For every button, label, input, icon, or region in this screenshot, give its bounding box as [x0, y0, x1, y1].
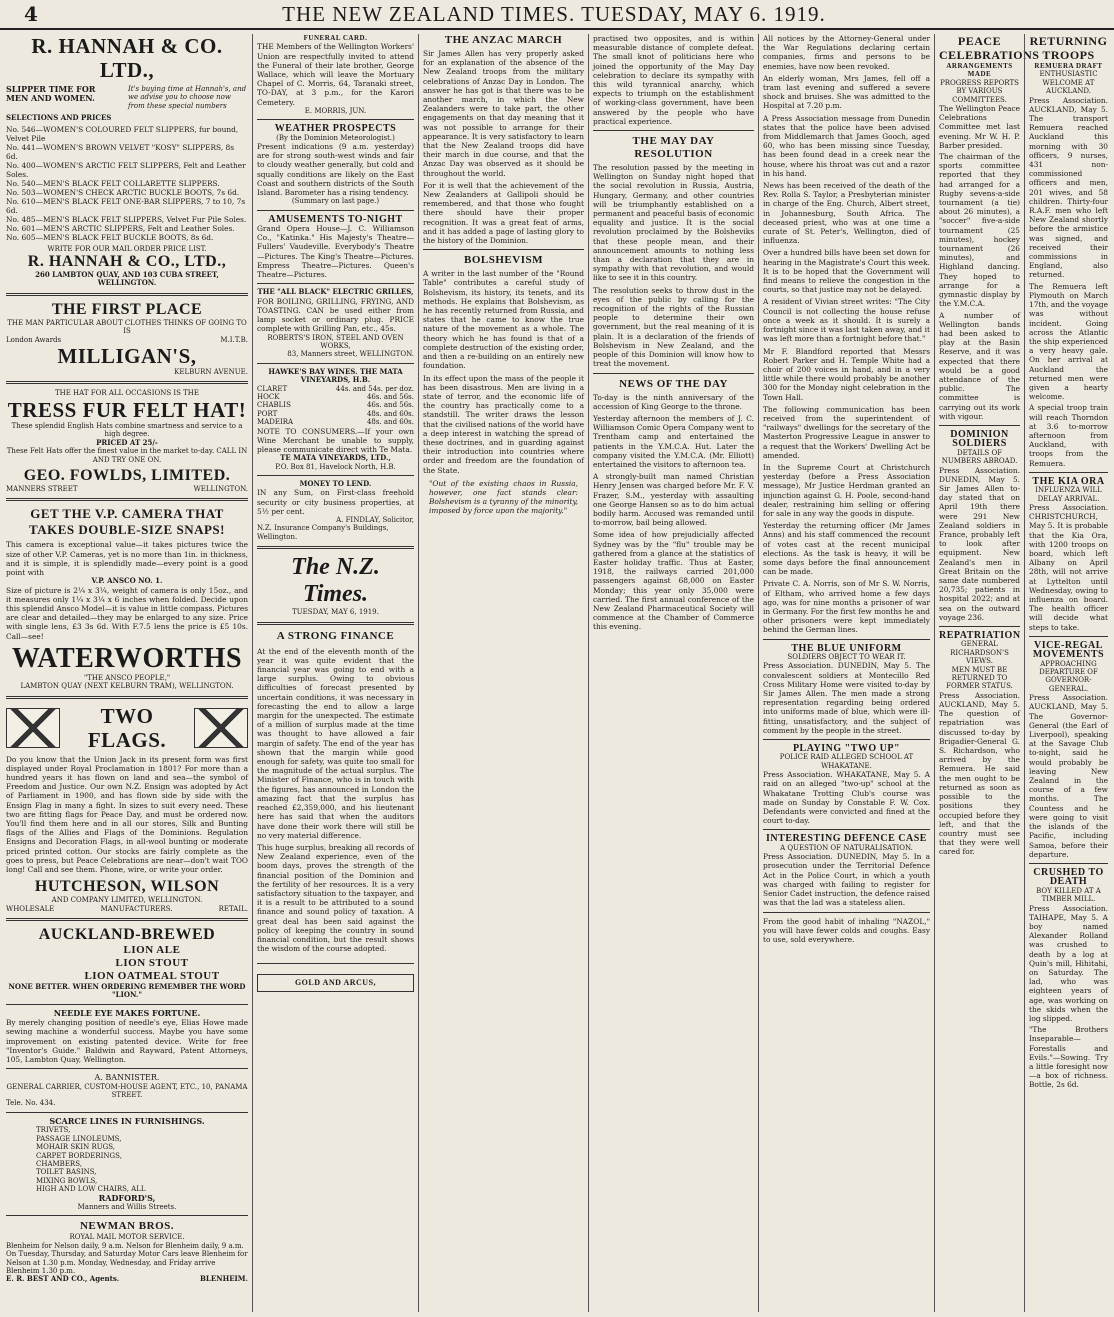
bannister-name: A. BANNISTER. [94, 1073, 160, 1083]
wine-list [257, 385, 414, 427]
allblack-body: FOR BOILING, GRILLING, FRYING, AND TOASTING. CAN be used either from lamp socket or ordinary plug. PRICE complete with Grilling Pan, etc., 45s. [257, 296, 414, 334]
hutcheson-left: WHOLESALE [6, 904, 55, 913]
kia-ora-body: Press Association. CHRISTCHURCH, May 5. It is probable that the Kia Ora, with 1200 troops on board, which left Albany on April 28th, will not arrive at Lyttelton until Wednesday, owing to influenza on board. The health officer will decide what steps to take. [1029, 502, 1108, 632]
col5-item-6: A resident of Vivian street writes: "The City Council is not collecting the house refuse once a week as it should. It is surely a fortnight since it was last taken away, and it was left more than a fortnight before that." [763, 297, 930, 344]
fowlds-name: GEO. FOWLDS, LIMITED. [23, 466, 231, 484]
article-anzac-heading: THE ANZAC MARCH [444, 34, 563, 46]
vice-regal-body: Press Association. AUCKLAND, May 5. The Governor-General (the Earl of Liverpool), speaking at the Savage Club to-night, said he would probably be leaving New Zealand in the course of a few months. The Countess and he were going to visit the islands of the Pacific, including Samoa, before their departure. [1029, 693, 1108, 859]
news-item-1: To-day is the ninth anniversary of the accession of King George to the throne. [593, 392, 754, 411]
news-item-4: Some idea of how prejudicially affected Sydney was by the "flu" trouble may be gathered from a glance at the statistics of Easter holiday traffic. Thus at Easter, 1918, the railways carried 201,000 passengers against 68,000 on Easter Monday; this year only 35,000 were carried. The first annual conference of the New Zealand Pharmaceutical Society will commence at the Chamber of Commerce this evening. [593, 530, 754, 632]
wine-name: PORT [257, 409, 278, 418]
tress-body-2: These Felt Hats offer the finest value in the market to-day. CALL IN AND TRY ONE ON. [6, 447, 248, 464]
defence-case-body: Press Association. DUNEDIN, May 5. In a prosecution under the Territorial Defence Act in the Police Court, in which a youth was charged with failing to register for Senior Cadet instruction, the defence raised was that the lad was a stateless alien. [763, 852, 930, 908]
article-bolshevism-body: A writer in the last number of the "Round Table" contributes a careful study of Bolshevism, its history, its tenets, and its methods. He explains that Bolshevism, as he has recently returned from Russia, and states that he came to know the true nature of the movement as a whole. The theory which he has found is that of a complete destruction of the existing order, and then a re-building on an entirely new foundation. [423, 269, 584, 371]
returning-troops-sub-2: ENTHUSIASTIC WELCOME AT AUCKLAND. [1039, 70, 1098, 96]
lion-list [6, 944, 248, 983]
milligan-left: London Awards [6, 335, 62, 344]
column-5 [758, 34, 934, 1312]
weather-body: Present indications (9 a.m. yesterday) are for strong south-west winds and fair to cloudy weather generally, but cold and squally conditions are likely on the East Coast and southern districts of the South Island. Barometer has a rising tendency. [257, 142, 414, 198]
article-anzac-body: Sir James Allen has very properly asked for an explanation of the absence of the New Zealand troops from the military celebrations of Anzac Day in London. The answer he has got is that there was to be another march, in which the New Zealanders were to take part, the other engagements on that day meaning that it was not possible to arrange for their appearance. It is very satisfactory to learn that the New Zealand troops did have their march in due course, and that the Anzac Day was observed as it should be throughout the world. [423, 49, 584, 178]
peace-body-2: The chairman of the sports committee reported that they had arranged for a Rugby sevens-a-side tournament (a tie) about 26 minutes), a "soccer" five-a-side tournament (25 minutes), hockey tournament (26 minutes), and Highland dancing. They hoped to arrange for a gymnastic display by the Y.M.C.A. [939, 152, 1020, 309]
bannister-tel: Tele. No. 434. [6, 1099, 56, 1108]
milligan-sub: THE MAN PARTICULAR ABOUT CLOTHES THINKS OF GOING TO IS [7, 318, 247, 336]
radford-name: RADFORD'S, [98, 1192, 156, 1203]
vp-body-2: Size of picture is 2¼ x 3¼, weight of camera is only 15oz., and it measures only 1¼ x 3¼ x 6 inches when folded. Decide upon this splendid Ansco Model—it is value in little compass. Pictures are clear and detailed—they may be enlarged to any size. Price with single lens, £3 3s 6d. With F.7.5 lens the price is £5 10s. Call—see! [6, 585, 248, 641]
two-up-sub: POLICE RAID ALLEGED SCHOOL AT WHAKATANE. [779, 753, 914, 770]
milligan-right: M.I.T.B. [220, 335, 248, 344]
defence-case-heading: INTERESTING DEFENCE CASE [766, 833, 927, 845]
weather-heading: WEATHER PROSPECTS [274, 123, 397, 135]
hannah-item-list [6, 125, 248, 242]
bannister-body: GENERAL CARRIER, CUSTOM-HOUSE AGENT, ETC., 10, PANAMA STREET. [6, 1082, 248, 1100]
funeral-sign: E. MORRIS, JUN. [304, 106, 367, 115]
vice-regal-heading: VICE-REGAL MOVEMENTS [1032, 639, 1105, 661]
wine-row [257, 385, 414, 393]
returning-troops-body-2: The Remuera left Plymouth on March 17th, and the voyage was without incident. Going across the Atlantic the ship experienced a very heavy gale. On her arrival at Auckland the returned men were given a hearty welcome. [1029, 281, 1108, 402]
returning-troops-sub: REMUERA DRAFT [1034, 62, 1103, 70]
wine-price: 48s. and 60s. [366, 409, 414, 418]
peace-heading: PEACE CELEBRATIONS [939, 34, 1040, 62]
article-bolshevism-body-2: In its effect upon the mass of the people it has been disastrous. Men are living in a state of terror, and the economic life of the country has practically come to a standstill. The writer draws the lesson that the civilised nations of the world have a deep interest in watching the spread of these doctrines, and in guarding against their introduction into countries where order and freedom are the foundation of the State. [423, 373, 584, 475]
waterworths-name: WATERWORTHS [11, 642, 243, 674]
fowlds-left: MANNERS STREET [6, 484, 78, 493]
hutcheson-sub: AND COMPANY LIMITED, WELLINGTON. [51, 896, 203, 905]
column-6-news [934, 34, 1040, 1312]
hannah-list-item: No. 485—MEN'S BLACK FELT SLIPPERS, Velvet Fur Pile Soles. [6, 214, 247, 224]
wine-row [257, 410, 414, 418]
two-up-heading: PLAYING "TWO UP" [792, 743, 901, 755]
news-item-2: Yesterday afternoon the members of J. C. Williamson Comic Opera Company went to Trentham camp and entertained the patients in the Y.M.C.A. Hut. Later the company visited the Y.M.C.A. (Mr. Elliott) entertained the visitors to afternoon tea. [593, 413, 754, 469]
needle-heading: NEEDLE EYE MAKES FORTUNE. [53, 1007, 201, 1018]
newman-sub: ROYAL MAIL MOTOR SERVICE. [69, 1233, 185, 1242]
hannah-address: 260 LAMBTON QUAY, AND 103 CUBA STREET, WELLINGTON. [35, 270, 219, 288]
funeral-body: THE Members of the Wellington Workers' Union are respectfully invited to attend the Funeral of their late brother, George Wallace, which will leave the Mortuary Chapel of C. Morris, 64, Taranaki street, TO-DAY, at 3 p.m., for the Karori Cemetery. [257, 42, 414, 107]
scarce-list-item: MOHAIR SKIN RUGS, [36, 1143, 115, 1152]
scarce-list-item: PASSAGE LINOLEUMS, [36, 1134, 122, 1143]
hutcheson-right: RETAIL. [218, 904, 248, 913]
col5-item-1: All notices by the Attorney-General under the War Regulations declaring certain companies, firms and persons to be enemies, have now been revoked. [763, 34, 930, 71]
allblack-heading: THE "ALL BLACK" ELECTRIC GRILLES, [257, 287, 414, 297]
newman-town: BLENHEIM. [200, 1274, 248, 1284]
column-4 [588, 34, 758, 1312]
hannah-list-item: No. 601—MEN'S ARCTIC SLIPPERS, Felt and Leather Soles. [6, 223, 235, 233]
needle-body: By merely changing position of needle's eye, Elias Howe made sewing machine a wonderful success. Maybe you have some improvement on existing patented device. Write for free "Inventor's Guide." Baldwin and Rayward, Patent Attorneys, 105, Lambton Quay, Wellington. [6, 1018, 248, 1065]
col5-item-10: Yesterday the returning officer (Mr James Anns) and his staff commenced the recount of votes cast at the recent municipal elections. As the task is heavy, it will be some days before the final announcement can be made. [763, 521, 930, 577]
money-heading: MONEY TO LEND. [299, 479, 372, 488]
hannah-note: It's buying time at Hannah's, and we advise you to choose now from these special numbers [128, 85, 247, 110]
column-3 [418, 34, 588, 1312]
fowlds-right: WELLINGTON. [193, 484, 248, 493]
milligan-address: KELBURN AVENUE. [174, 368, 248, 377]
waterworths-sub: "THE ANSCO PEOPLE," [83, 673, 171, 682]
amusements-body: Grand Opera House—J. C. Williamson Co., "Katinka." His Majesty's Theatre—Fullers' Vaudeville. Everybody's Theatre—Pictures. The King's Theatre—Pictures. Empress Theatre—Pictures. Queen's Theatre—Pictures. [257, 224, 414, 280]
hannah-list-item: No. 400—WOMEN'S ARCTIC FELT SLIPPERS, Felt and Leather Soles. [6, 160, 246, 179]
tress-price: PRICED AT 25/- [96, 437, 158, 447]
union-jack-icon [6, 708, 60, 748]
two-flags-title: TWO FLAGS. [87, 703, 167, 752]
hutcheson-mid: MANUFACTURERS. [100, 904, 173, 913]
tress-body: These splendid English Hats combine smartness and service to a high degree. [11, 421, 243, 439]
amusements-heading: AMUSEMENTS TO-NIGHT [268, 213, 403, 225]
peace-sub: ARRANGEMENTS MADE [946, 62, 1013, 79]
kia-ora-heading: THE KIA ORA [1032, 475, 1105, 487]
dominion-soldiers-heading: DOMINION SOLDIERS [950, 428, 1009, 450]
blue-uniform-heading: THE BLUE UNIFORM [791, 642, 902, 654]
masthead [0, 0, 1114, 30]
column-2 [252, 34, 418, 1312]
hannah-list-item: No. 441—WOMEN'S BROWN VELVET "KOSY" SLIPPERS, 8s 6d. [6, 142, 235, 161]
wine-name: CHABLIS [257, 401, 291, 410]
crushed-heading: CRUSHED TO DEATH [1033, 866, 1104, 888]
col5-item-11: Private C. A. Norris, son of Mr S. W. Norris, of Eltham, who arrived home a few days ago, was for nine months a prisoner of war in Germany. For the first few months he and other prisoners were kept immediately behind the German lines. [763, 579, 930, 635]
peace-sub-2: PROGRESS REPORTS BY VARIOUS COMMITTEES. [940, 78, 1019, 104]
newman-body: Blenheim for Nelson daily, 9 a.m. Nelson for Blenheim daily, 9 a.m. On Tuesday, Thursday, and Saturday Motor Cars leave Blenheim for Nelson at 1.30 p.m. Monday, Wednesday, and Friday arrive Blenheim 1.30 p.m. [6, 1241, 248, 1275]
crushed-body-2: "The Brothers Inseparable—Forestalls and Evils."—Sowing. Try a little foresight now—a box of richness. Bottle, 2s 6d. [1029, 1025, 1108, 1090]
roberts-name: ROBERTS'S IRON, STEEL AND OVEN WORKS, [267, 333, 404, 350]
wine-name: MADEIRA [257, 418, 294, 427]
article-strong-finance-heading: A STRONG FINANCE [276, 629, 395, 642]
times-logo: The N.Z. Times. [291, 554, 380, 608]
lion-list-item: LION STOUT [115, 957, 189, 970]
col5-item-9: In the Supreme Court at Christchurch yesterday (before a Press Association message), Mr Justice Herdman granted an injunction against G. H. Poole, second-hand dealer, restraining him selling or offering for sale in any way the goods in dispute. [763, 462, 930, 518]
tress-subtitle: THE HAT FOR ALL OCCASIONS IS THE [54, 389, 200, 398]
returning-troops-heading: RETURNING TROOPS [1029, 34, 1108, 62]
news-of-day-heading: NEWS OF THE DAY [619, 377, 728, 390]
returning-troops-body: Press Association. AUCKLAND, May 5. The transport Remuera reached Auckland this morning with 30 officers, 9 nurses, 431 non-commissioned officers and men, 201 wives, and 58 children. Thirty-four R.A.F. men who left New Zealand shortly before the armistice was signed, and received their commissions in England, also returned. [1029, 95, 1108, 280]
money-address: N.Z. Insurance Company's Buildings, Wellington. [257, 524, 389, 541]
waterworths-address: LAMBTON QUAY (NEXT KELBURN TRAM), WELLINGTON. [20, 682, 234, 691]
wine-price: 48s. and 60s. [366, 418, 414, 427]
repatriation-body: Press Association. AUCKLAND, May 5. The question of repatriation was discussed to-day by Brigadier-General G. S. Richardson, who arrived by the Remuera. He said the men ought to be returned as soon as possible to the positions they occupied before they left, and that the country must see that they were well cared for. [939, 690, 1020, 857]
tmata-address: P.O. Box 81, Havelock North, H.B. [275, 462, 396, 471]
col5-item-2: An elderly woman, Mrs James, fell off a tram last evening and suffered a severe shock and bruises. She was admitted to the Hospital at 7.20 p.m. [763, 73, 930, 111]
column-7-news [1024, 34, 1112, 1312]
col5-item-7: Mr F. Blandford reported that Messrs Robert Parker and H. Temple White had a choir of 200 voices in hand, and in a very little while there would probably be another 300 for the Monday night celebration in the Town Hall. [763, 346, 930, 402]
vp-heading: GET THE V.P. CAMERA THAT TAKES DOUBLE-SIZE SNAPS! [29, 506, 225, 538]
vp-model: V.P. ANSCO NO. 1. [91, 576, 163, 586]
ensign-flag-icon [194, 708, 248, 748]
money-body: IN any Sum, on First-class freehold security or city business properties, at 5½ per cent. [257, 488, 414, 516]
peace-body-3: A number of Wellington bands had been asked to play at the Basin Reserve, and it was expected that there would be a good attendance of the public. The committee is carrying out its work with vigour. [939, 310, 1020, 421]
kia-ora-sub: INFLUENZA WILL DELAY ARRIVAL. [1035, 486, 1102, 503]
vp-body: This camera is exceptional value—it takes pictures twice the size of other V.P. Cameras, yet is no more than 1in. in thickness, and it is simple, it is splendidly made—every point is a good point with [6, 540, 248, 577]
scarce-list [6, 1126, 248, 1193]
hannah-mail: WRITE FOR OUR MAIL ORDER PRICE LIST. [47, 244, 207, 253]
hannah-selections: SELECTIONS AND PRICES [6, 113, 112, 123]
returning-troops-body-3: A special troop train will reach Thorndon at 3.6 to-morrow afternoon from Auckland, with troops from the Remuera. [1029, 403, 1108, 468]
scarce-heading: SCARCE LINES IN FURNISHINGS. [49, 1115, 205, 1126]
lion-list-item: LION OATMEAL STOUT [84, 970, 220, 983]
wine-row [257, 401, 414, 409]
dominion-soldiers-body: Press Association. DUNEDIN, May 5. Sir James Allen to-day stated that on April 19th there were 291 New Zealand soldiers in France, probably left to look after equipment. New Zealand's men in Great Britain on the same date numbered 20,735; patients in hospital 2022; and at sea on the outward voyage 236. [939, 465, 1020, 622]
milligan-name: MILLIGAN'S, [57, 344, 197, 369]
peace-body: The Wellington Peace Celebrations Committee met last evening. Mr W. H. P. Barber presided. [939, 104, 1020, 150]
repatriation-sub-2: MEN MUST BE RETURNED TO FORMER STATUS. [946, 665, 1013, 691]
column-1-ads [2, 34, 252, 1312]
weather-note: (Summary on last page.) [291, 197, 380, 206]
hutcheson-name: HUTCHESON, WILSON [34, 878, 220, 896]
two-up-body: Press Association. WHAKATANE, May 5. A raid on an alleged "two-up" school at the Whakatane Trotting Club's course was made on Sunday by Constable F. W. Cox. Defendants were convicted and fined at the court to-day. [763, 770, 930, 826]
tress-title: TRESS FUR FELT HAT! [7, 397, 247, 422]
hannah-list-item: No. 610—MEN'S BLACK FELT ONE-BAR SLIPPERS, 7 to 10, 7s 6d. [6, 196, 246, 215]
blue-uniform-body: Press Association. DUNEDIN, May 5. The convalescent soldiers at Montecillo Red Cross Military Home were visited to-day by Sir James Allen. The men made a strong representation regarding being ordered into uniforms made of blue, which were ill-fitting, unsatisfactory, and the subject of comment by the people in the street. [763, 661, 930, 735]
wines-note: NOTE TO CONSUMERS.—If your own Wine Merchant be unable to supply, please communicate direct with Te Mata. [257, 426, 414, 454]
article-mayday-body: The resolution passed by the meeting in Wellington on Sunday night hoped that the social revolution in Russia, Austria, Hungary, Germany, and other countries will be triumphantly established on a permanent and peaceful basis of economic equality and justice. It is the social revolution proclaimed by the Bolsheviks that these people mean, and their announcement amounts to nothing less than a declaration that they are in sympathy with that revolution, and would like to see it in this country. [593, 163, 754, 283]
hannah-list-item: No. 503—WOMEN'S CHECK ARCTIC BUCKLE BOOTS, 7s 6d. [6, 187, 240, 197]
newspaper-title: THE NEW ZEALAND TIMES. TUESDAY, MAY 6. 1919. [282, 1, 826, 26]
wine-price: 46s. and 56s. [366, 392, 414, 401]
col5-item-5: Over a hundred bills have been set down for hearing in the Magistrate's Court this week. It is to be hoped that the Government will find means to relieve the congestion in the courts, so that justice may not be delayed. [763, 248, 930, 295]
lion-none-better: NONE BETTER. WHEN ORDERING REMEMBER THE WORD "LION." [8, 982, 246, 1000]
vice-regal-sub: APPROACHING DEPARTURE OF GOVERNOR-GENERAL. [1039, 659, 1098, 693]
wine-name: CLARET [257, 384, 288, 393]
repatriation-sub: GENERAL RICHARDSON'S VIEWS. [950, 640, 1009, 666]
scarce-list-item: TRIVETS, [36, 1126, 71, 1135]
crushed-body: Press Association. TAIHAPE, May 5. A boy named Alexander Rolland was crushed to death by a log at Quin's mill, Hihitahi, on Saturday. The lad, who was eighteen years of age, was working on the skids when the log slipped. [1029, 903, 1108, 1023]
col4-top-body: practised two opposites, and is within measurable distance of complete defeat. The small knot of politicians here who joined the opportunity of the May Day celebration to declare its sympathy with this wild tyrannical anarchy, which expects to triumph on the establishment of working-class government, have been answered by the people who have practical experience. [593, 34, 754, 126]
scarce-list-item: MIXING BOWLS, [36, 1176, 98, 1185]
article-bolshevism-quote: "Out of the existing chaos in Russia, however, one fact stands clear: Bolshevism is a tyranny of the minority, imposed by force upon the majority." [429, 478, 578, 516]
hannah-list-item: No. 605—MEN'S BLACK FELT BUCKLE BOOTS, 8s 6d. [6, 232, 214, 242]
wine-row [257, 393, 414, 401]
issue-date: TUESDAY, MAY 6, 1919. [292, 608, 379, 617]
lion-list-item: LION ALE [123, 944, 181, 957]
article-strong-finance-body-2: This huge surplus, breaking all records of New Zealand experience, even of the boom days, proves the strength of the financial position of the Dominion and the fertility of her resources. It is a very satisfactory situation to the taxpayer, and it is a result to be attributed to a sound finance and sound policy of taxation. A great deal has been said against the policy of keeping the country in sound financial condition, but the result shows the wisdom of the course adopted. [257, 842, 414, 954]
auckland-brewed-heading: AUCKLAND-BREWED [38, 926, 216, 944]
page-number: 4 [24, 2, 38, 26]
hannah-list-item: No. 546—WOMEN'S COLOURED FELT SLIPPERS, fur bound, Velvet Pile [6, 124, 239, 143]
scarce-list-item: CARPET BORDERINGS, [36, 1151, 122, 1160]
tmata-name: TE MATA VINEYARDS, LTD., [280, 453, 391, 463]
scarce-list-item: CHAMBERS, [36, 1159, 82, 1168]
blue-uniform-sub: SOLDIERS OBJECT TO WEAR IT. [787, 653, 906, 661]
newman-name: NEWMAN BROS. [79, 1220, 174, 1233]
crushed-sub: BOY KILLED AT A TIMBER MILL. [1036, 886, 1101, 904]
article-mayday-body-2: The resolution seeks to throw dust in the eyes of the public by calling for the recognition of the rights of the Russian people to determine their own government, but the real meaning of it is plain. It is a declaration of the friends of Bolshevism in New Zealand, and the people of this Dominion will know how to treat the movement. [593, 285, 754, 369]
article-strong-finance-body: At the end of the eleventh month of the year it was quite evident that the financial year was going to end with a large surplus. Owing to obvious difficulties of forecast presented by uncertain conditions, it was necessary in forecasting the end to allow a large margin for the unexpected. The estimate of a million of surplus made at the time was thought to have allowed a fair margin of safety. The end of the year has shown that the margin while good enough for safety, was quite too small for the magnitude of the actual surplus. The Minister of Finance, who is in touch with the figures, has announced in London the amazing fact that the surplus has reached £2,359,000, and his lieutenant here has said that when the auditors have done their work there will still be no very material difference. [257, 646, 414, 840]
hannah-title: R. HANNAH & CO. LTD., [31, 34, 223, 82]
hawkes-heading: HAWKE'S BAY WINES. THE MATA VINEYARDS, H.B. [268, 366, 403, 385]
milligan-heading: THE FIRST PLACE [51, 300, 203, 318]
article-mayday-heading: THE MAY DAY RESOLUTION [632, 135, 715, 161]
col5-item-8: The following communication has been received from the superintendent of "railways" dwellings for the secretary of the Masterton Progressive League in answer to a request that the Workers' Dwelling Act be amended. [763, 404, 930, 460]
gold-arcus-heading: GOLD AND ARCUS, [294, 978, 377, 988]
news-item-3: A strongly-built man named Christian Henry Jensen was charged before Mr. F. V. Frazer, S.M., yesterday with assaulting one George Hansen so as to do him actual bodily harm. Accused was remanded until to-morrow, bail being allowed. [593, 472, 754, 528]
col5-footer-ad: From the good habit of inhaling "NAZOL," you will have fewer colds and coughs. Easy to use, sold everywhere. [763, 916, 930, 944]
two-flags-body: Do you know that the Union Jack in its present form was first displayed under Royal Proclamation in 1801? For more than a hundred years it has flown on land and sea—the symbol of Freedom and Justice. Our own N.Z. Ensign was adopted by Act of Parliament in 1900, and has flown side by side with the Ensign Flag in many a fight. In sizes to suit every need. These two are fitting flags for Peace Day, and must be ordered now. You'll find them here and in all our stores, Silk and Bunting flags of the Allies and Flags of the Dominions. Regulation Ensigns and Decoration Flags, in all-wool bunting or moderate priced printed cotton. Our stocks are fairly complete as the goes to press, but Peace Celebrations are near—don't wait TOO long! Call and see them. Phone, wire, or write your order. [6, 754, 248, 874]
col5-item-4: News has been received of the death of the Rev. Rolla S. Taylor, a Presbyterian minister in charge of the Eng. Church, Albert street, in Johannesburg, South Africa. The deceased priest, who was at one time a curate of St. Peter's, Wellington, died of influenza. [763, 181, 930, 246]
funeral-heading: FUNERAL CARD. [303, 34, 368, 42]
scarce-list-item: TOILET BASINS, [36, 1168, 97, 1177]
money-sign: A. FINDLAY, Solicitor, [336, 516, 414, 525]
scarce-list-item: HIGH AND LOW CHAIRS, ALL [36, 1185, 146, 1194]
wine-name: HOCK [257, 392, 280, 401]
hannah-subtitle: SLIPPER TIME FOR MEN AND WOMEN. [6, 84, 96, 104]
article-anzac-body-2: For it is well that the achievement of the New Zealanders at Gallipoli should be remembered, and that those who fought there should have their proper recognition. It was a great feat of arms, and it has added a page of lasting glory to the history of the Dominion. [423, 180, 584, 246]
weather-sub: (By the Dominion Meteorologist.) [276, 133, 395, 142]
wine-price: 46s. and 56s. [366, 401, 414, 410]
hannah-title-2: R. HANNAH & CO., LTD., [27, 253, 227, 271]
newman-agent: E. R. BEST AND CO., Agents. [6, 1274, 120, 1284]
dominion-soldiers-sub: DETAILS OF NUMBERS ABROAD. [941, 448, 1018, 466]
hannah-list-item: No. 540—MEN'S BLACK FELT COLLARETTE SLIPPERS. [6, 178, 220, 188]
roberts-address: 83, Manners street, WELLINGTON. [287, 350, 414, 359]
radford-address: Manners and Willis Streets. [77, 1202, 177, 1211]
defence-case-sub: A QUESTION OF NATURALISATION. [780, 843, 913, 852]
col5-item-3: A Press Association message from Dunedin states that the police have been advised from Middlemarch that James Gooch, aged 60, who has been missing since Tuesday, has been found dead in a creek near the house, where his throat was cut and a razor in his hand. [763, 113, 930, 178]
wine-price: 44s. and 54s. per doz. [335, 384, 414, 393]
wine-row [257, 418, 414, 426]
article-bolshevism-heading: BOLSHEVISM [464, 254, 543, 267]
repatriation-heading: REPATRIATION [939, 630, 1021, 642]
